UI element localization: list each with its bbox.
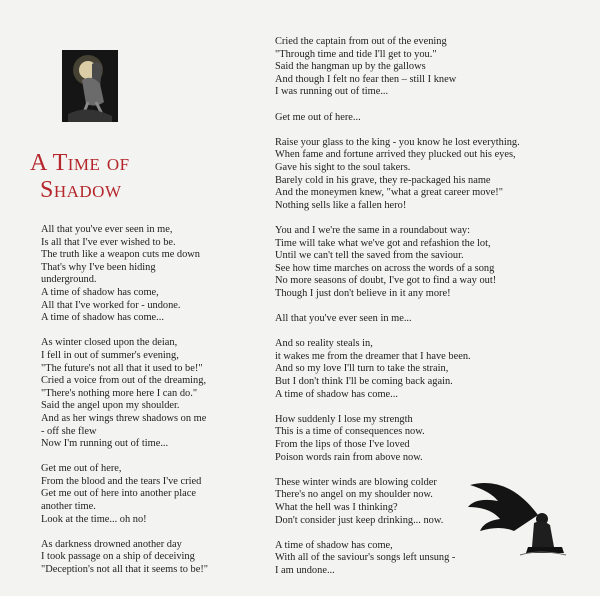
lyric-line: And so my love I'll turn to take the strain, [275, 363, 449, 375]
lyric-line: Until we can't tell the saved from the saviour. [275, 250, 464, 262]
lyric-line: No more seasons of doubt, I've got to find a way out! [275, 275, 497, 287]
lyric-line: Now I'm running out of time... [41, 438, 169, 450]
stanza [275, 112, 575, 125]
lyric-line: A time of shadow has come, [275, 539, 393, 551]
lyric-line: How suddenly I lose my strength [275, 413, 413, 425]
lyric-line: Get me out of here... [275, 111, 361, 123]
stanza [41, 224, 256, 325]
lyric-line: Get me out of here, [41, 463, 122, 475]
lyric-line: Said the hangman up by the gallows [275, 61, 426, 73]
lyric-line: "There's nothing more here I can do." [41, 387, 198, 399]
lyric-line: I fell in out of summer's evening, [41, 349, 179, 361]
lantern-figure-illustration [62, 50, 118, 122]
lyric-line: another time. [41, 501, 96, 513]
lyric-line: underground. [41, 274, 97, 286]
lyric-line: Cried the captain from out of the evening [275, 36, 447, 47]
lyrics-left-column [41, 224, 256, 589]
lyric-line: This is a time of consequences now. [275, 426, 425, 438]
lyric-line: I took passage on a ship of deceiving [41, 551, 195, 563]
lyric-line: A time of shadow has come... [275, 388, 398, 400]
lyric-line: And as her wings threw shadows on me [41, 412, 207, 424]
lyric-line: As winter closed upon the deian, [41, 337, 178, 349]
lyric-line: Is all that I've ever wished to be. [41, 236, 176, 248]
stanza [41, 539, 256, 577]
lyric-line: "Through time and tide I'll get to you." [275, 48, 437, 60]
lyric-line: Look at the time... oh no! [41, 513, 147, 525]
lyric-line: That's why I've been hiding [41, 261, 156, 273]
lyric-line: All that I've worked for - undone. [41, 299, 181, 311]
stanza [41, 463, 256, 526]
lyric-line: From the lips of those I've loved [275, 439, 410, 450]
lyric-line: Though I just don't believe in it any more! [275, 287, 451, 299]
stanza [275, 338, 575, 401]
title-line-1: A Time of [30, 150, 130, 176]
stanza [275, 414, 575, 464]
lyric-line: Get me out of here into another place [41, 488, 196, 500]
lyric-line: "The future's not all that it used to be!" [41, 362, 203, 374]
lyric-line: What the hell was I thinking? [275, 501, 398, 513]
lyric-line: Cried a voice from out of the dreaming, [41, 375, 207, 387]
stanza [275, 36, 575, 99]
lyric-line: From the blood and the tears I've cried [41, 475, 202, 487]
lyric-line: A time of shadow has come... [41, 312, 164, 324]
stanza [275, 137, 575, 213]
stanza [41, 337, 256, 450]
lyric-line: I was running out of time... [275, 86, 389, 98]
lyric-line: - off she flew [41, 425, 97, 437]
lyric-line: Said the angel upon my shoulder. [41, 400, 180, 412]
lyric-line: "Deception's not all that it seems to be!" [41, 564, 209, 576]
lyric-line: When fame and fortune arrived they plucked out his eyes, [275, 149, 516, 161]
lyric-line: A time of shadow has come, [41, 286, 159, 298]
lyric-line: You and I we're the same in a roundabout way: [275, 224, 471, 236]
lyric-line: As darkness drowned another day [41, 538, 182, 550]
lyric-line: With all of the saviour's songs left unsung - [275, 552, 456, 564]
lyric-line: it wakes me from the dreamer that I have been. [275, 350, 471, 362]
lyric-line: These winter winds are blowing colder [275, 476, 437, 488]
lyric-line: All that you've ever seen in me, [41, 224, 173, 235]
lyric-line: The truth like a weapon cuts me down [41, 249, 200, 261]
lyric-line: There's no angel on my shoulder now. [275, 489, 433, 501]
title-line-2: Shadow [40, 177, 122, 203]
lyric-line: All that you've ever seen in me... [275, 313, 412, 325]
lyric-line: See how time marches on across the words of a song [275, 262, 495, 274]
lyric-line: Barely cold in his grave, they re-packaged his name [275, 174, 491, 186]
stanza [275, 313, 575, 326]
lyric-line: Gave his sight to the soul takers. [275, 161, 411, 173]
kneeling-angel-illustration [468, 475, 568, 560]
lyric-line: Poison words rain from above now. [275, 451, 423, 463]
stanza [275, 225, 575, 301]
lyric-line: Don't consider just keep drinking... now. [275, 514, 444, 526]
lyric-line: I am undone... [275, 564, 335, 576]
lyric-line: Time will take what we've got and refashion the lot, [275, 237, 491, 249]
song-title [30, 150, 230, 204]
lyric-line: But I don't think I'll be coming back again. [275, 376, 453, 388]
lyric-line: And so reality steals in, [275, 338, 373, 350]
lyric-line: And the moneymen knew, "what a great career move!" [275, 187, 503, 199]
lyric-line: And though I felt no fear then – still I knew [275, 73, 457, 85]
lyric-line: Raise your glass to the king - you know he lost everything. [275, 136, 520, 148]
lyric-line: Nothing sells like a fallen hero! [275, 199, 407, 211]
